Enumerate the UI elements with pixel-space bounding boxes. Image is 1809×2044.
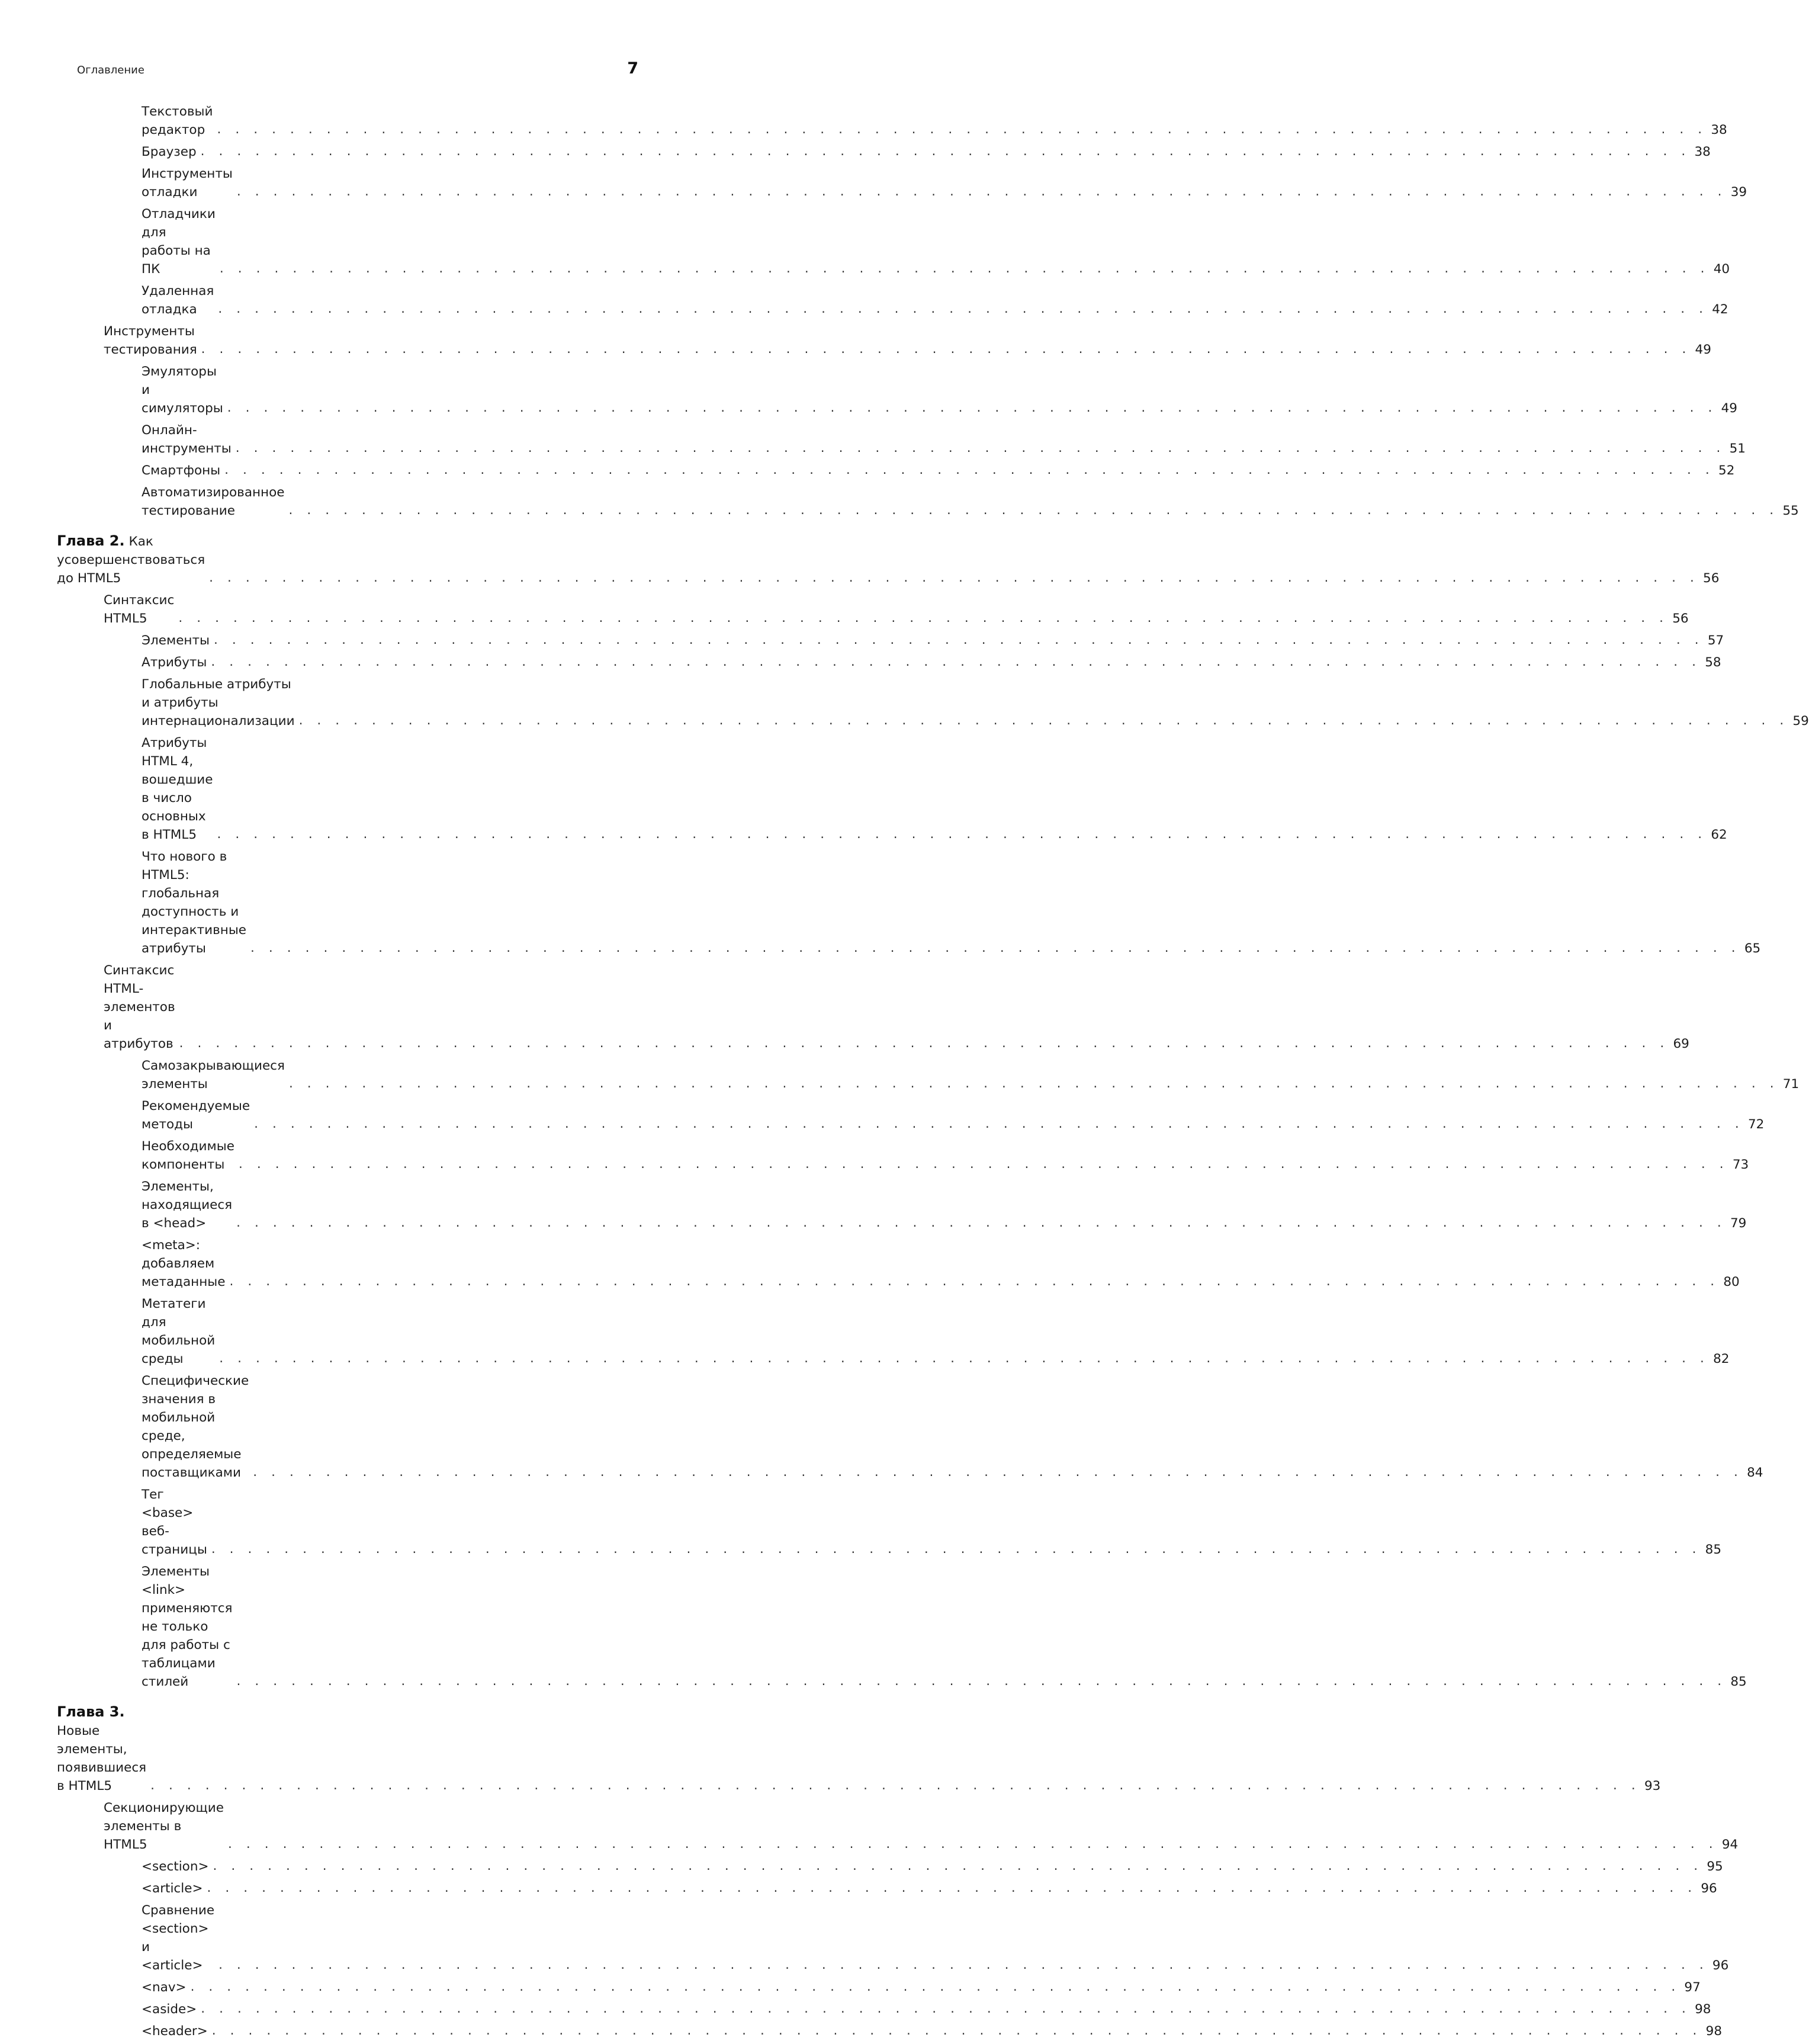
table-of-contents bbox=[57, 102, 1809, 2044]
toc-chapter-entry[interactable] bbox=[57, 532, 1720, 588]
toc-entry-page: 59 bbox=[1792, 714, 1809, 729]
dot-leader: . . . . . . . . . . . . . . . . . . . . . . . . . . . . . . . . . . . . . . . . . . . . . . . . . . . . . . . . . . . . . . . . . . . . . . . . . . . . . . . . . . bbox=[253, 1118, 1743, 1131]
toc-entry-page: 98 bbox=[1705, 2024, 1722, 2039]
toc-entry[interactable] bbox=[57, 1177, 1747, 1233]
toc-entry-title: Элементы, находящиеся в <head> bbox=[142, 1179, 233, 1231]
running-header bbox=[77, 59, 638, 78]
dot-leader: . . . . . . . . . . . . . . . . . . . . . . . . . . . . . . . . . . . . . . . . . . . . . . . . . . . . . . . . . . . . . . . . . . . . . . . . . . . . . . . . . . bbox=[297, 715, 1788, 727]
toc-entry-title: Специфические значения в мобильной среде, определяемые поставщиками bbox=[142, 1374, 249, 1480]
toc-entry-page: 72 bbox=[1747, 1117, 1765, 1132]
toc-entry[interactable] bbox=[57, 165, 1747, 201]
toc-entry[interactable] bbox=[57, 2000, 1711, 2019]
toc-entry[interactable] bbox=[57, 205, 1730, 278]
chapter-number: Глава 2. bbox=[57, 532, 125, 549]
toc-entry[interactable] bbox=[57, 102, 1727, 139]
toc-entry-page: 85 bbox=[1730, 1674, 1747, 1689]
toc-entry[interactable] bbox=[57, 421, 1746, 458]
toc-entry[interactable] bbox=[57, 1978, 1701, 1997]
toc-entry-page: 55 bbox=[1782, 503, 1799, 518]
dot-leader: . . . . . . . . . . . . . . . . . . . . . . . . . . . . . . . . . . . . . . . . . . . . . . . . . . . . . . . . . . . . . . . . . . . . . . . . . . . . . . . . . . bbox=[218, 263, 1709, 275]
dot-leader: . . . . . . . . . . . . . . . . . . . . . . . . . . . . . . . . . . . . . . . . . . . . . . . . . . . . . . . . . . . . . . . . . . . . . . . . . . . . . . . . . . bbox=[211, 1860, 1702, 1873]
toc-section-entry[interactable] bbox=[57, 1799, 1739, 1854]
chapter-number: Глава 3. bbox=[57, 1703, 125, 1720]
toc-entry[interactable] bbox=[57, 483, 1799, 520]
toc-entry[interactable] bbox=[57, 143, 1711, 161]
dot-leader: . . . . . . . . . . . . . . . . . . . . . . . . . . . . . . . . . . . . . . . . . . . . . . . . . . . . . . . . . . . . . . . . . . . . . . . . . . . . . . . . . . bbox=[205, 1882, 1696, 1895]
dot-leader: . . . . . . . . . . . . . . . . . . . . . . . . . . . . . . . . . . . . . . . . . . . . . . . . . . . . . . . . . . . . . . . . . . . . . . . . . . . . . . . . . . bbox=[235, 1676, 1726, 1688]
toc-entry-page: 58 bbox=[1705, 655, 1721, 670]
dot-leader: . . . . . . . . . . . . . . . . . . . . . . . . . . . . . . . . . . . . . . . . . . . . . . . . . . . . . . . . . . . . . . . . . . . . . . . . . . . . . . . . . . bbox=[252, 1467, 1742, 1479]
dot-leader: . . . . . . . . . . . . . . . . . . . . . . . . . . . . . . . . . . . . . . . . . . . . . . . . . . . . . . . . . . . . . . . . . . . . . . . . . . . . . . . . . . bbox=[189, 1981, 1679, 1994]
toc-entry-page: 38 bbox=[1711, 123, 1727, 137]
toc-entry-page: 40 bbox=[1713, 262, 1730, 277]
toc-entry-title: Эмуляторы и симуляторы bbox=[142, 364, 223, 416]
dot-leader: . . . . . . . . . . . . . . . . . . . . . . . . . . . . . . . . . . . . . . . . . . . . . . . . . . . . . . . . . . . . . . . . . . . . . . . . . . . . . . . . . . bbox=[234, 442, 1724, 455]
toc-entry-title: Инструменты тестирования bbox=[104, 324, 197, 357]
toc-entry-page: 38 bbox=[1694, 145, 1711, 159]
dot-leader: . . . . . . . . . . . . . . . . . . . . . . . . . . . . . . . . . . . . . . . . . . . . . . . . . . . . . . . . . . . . . . . . . . . . . . . . . . . . . . . . . . bbox=[223, 464, 1714, 477]
toc-entry[interactable] bbox=[57, 1137, 1749, 1174]
toc-entry-title: Сравнение <section> и <article> bbox=[142, 1903, 215, 1973]
toc-entry[interactable] bbox=[57, 1485, 1722, 1559]
toc-entry-title: Текстовый редактор bbox=[142, 104, 213, 137]
toc-entry-page: 94 bbox=[1721, 1837, 1739, 1852]
toc-entry[interactable] bbox=[57, 1236, 1740, 1291]
dot-leader: . . . . . . . . . . . . . . . . . . . . . . . . . . . . . . . . . . . . . . . . . . . . . . . . . . . . . . . . . . . . . . . . . . . . . . . . . . . . . . . . . . bbox=[218, 1353, 1708, 1365]
toc-entry[interactable] bbox=[57, 282, 1728, 319]
toc-entry-title: Синтаксис HTML5 bbox=[104, 593, 175, 626]
toc-entry-title: Необходимые компоненты bbox=[142, 1139, 234, 1172]
toc-entry[interactable] bbox=[57, 1901, 1729, 1975]
toc-entry-page: 96 bbox=[1712, 1958, 1729, 1973]
dot-leader: . . . . . . . . . . . . . . . . . . . . . . . . . . . . . . . . . . . . . . . . . . . . . . . . . . . . . . . . . . . . . . . . . . . . . . . . . . . . . . . . . . bbox=[213, 634, 1703, 647]
toc-entry-title: <nav> bbox=[142, 1980, 187, 1995]
toc-entry-page: 84 bbox=[1747, 1465, 1763, 1480]
dot-leader: . . . . . . . . . . . . . . . . . . . . . . . . . . . . . . . . . . . . . . . . . . . . . . . . . . . . . . . . . . . . . . . . . . . . . . . . . . . . . . . . . . bbox=[287, 505, 1778, 517]
dot-leader: . . . . . . . . . . . . . . . . . . . . . . . . . . . . . . . . . . . . . . . . . . . . . . . . . . . . . . . . . . . . . . . . . . . . . . . . . . . . . . . . . . bbox=[210, 1544, 1701, 1556]
toc-entry-title: Что нового в HTML5: глобальная доступность и интерактивные атрибуты bbox=[142, 849, 247, 956]
dot-leader: . . . . . . . . . . . . . . . . . . . . . . . . . . . . . . . . . . . . . . . . . . . . . . . . . . . . . . . . . . . . . . . . . . . . . . . . . . . . . . . . . . bbox=[199, 146, 1689, 158]
dot-leader: . . . . . . . . . . . . . . . . . . . . . . . . . . . . . . . . . . . . . . . . . . . . . . . . . . . . . . . . . . . . . . . . . . . . . . . . . . . . . . . . . . bbox=[210, 656, 1700, 669]
dot-leader: . . . . . . . . . . . . . . . . . . . . . . . . . . . . . . . . . . . . . . . . . . . . . . . . . . . . . . . . . . . . . . . . . . . . . . . . . . . . . . . . . . bbox=[217, 303, 1707, 316]
toc-entry[interactable] bbox=[57, 848, 1761, 958]
toc-entry[interactable] bbox=[57, 653, 1721, 672]
toc-entry-title: Атрибуты bbox=[142, 655, 207, 670]
toc-entry[interactable] bbox=[57, 461, 1735, 480]
toc-entry-title: Онлайн-инструменты bbox=[142, 423, 232, 456]
dot-leader: . . . . . . . . . . . . . . . . . . . . . . . . . . . . . . . . . . . . . . . . . . . . . . . . . . . . . . . . . . . . . . . . . . . . . . . . . . . . . . . . . . bbox=[216, 124, 1706, 136]
toc-chapter-label bbox=[57, 532, 205, 588]
toc-entry-title: Самозакрывающиеся элементы bbox=[142, 1058, 285, 1092]
toc-entry-title: Элементы bbox=[142, 633, 210, 648]
dot-leader: . . . . . . . . . . . . . . . . . . . . . . . . . . . . . . . . . . . . . . . . . . . . . . . . . . . . . . . . . . . . . . . . . . . . . . . . . . . . . . . . . . bbox=[216, 829, 1706, 841]
dot-leader: . . . . . . . . . . . . . . . . . . . . . . . . . . . . . . . . . . . . . . . . . . . . . . . . . . . . . . . . . . . . . . . . . . . . . . . . . . . . . . . . . . bbox=[226, 1838, 1717, 1851]
toc-entry-page: 49 bbox=[1695, 342, 1711, 357]
dot-leader: . . . . . . . . . . . . . . . . . . . . . . . . . . . . . . . . . . . . . . . . . . . . . . . . . . . . . . . . . . . . . . . . . . . . . . . . . . . . . . . . . . bbox=[249, 942, 1740, 955]
toc-entry-page: 69 bbox=[1673, 1037, 1689, 1051]
toc-entry[interactable] bbox=[57, 2022, 1722, 2040]
toc-entry-title: <article> bbox=[142, 1881, 203, 1896]
toc-entry-title: Метатеги для мобильной среды bbox=[142, 1297, 216, 1366]
dot-leader: . . . . . . . . . . . . . . . . . . . . . . . . . . . . . . . . . . . . . . . . . . . . . . . . . . . . . . . . . . . . . . . . . . . . . . . . . . . . . . . . . . bbox=[287, 1078, 1778, 1090]
toc-entry-page: 98 bbox=[1695, 2002, 1711, 2017]
toc-entry-page: 97 bbox=[1684, 1980, 1701, 1995]
toc-entry[interactable] bbox=[57, 1057, 1800, 1093]
toc-section-entry[interactable] bbox=[57, 591, 1689, 628]
toc-entry-title: Инструменты отладки bbox=[142, 166, 233, 200]
dot-leader: . . . . . . . . . . . . . . . . . . . . . . . . . . . . . . . . . . . . . . . . . . . . . . . . . . . . . . . . . . . . . . . . . . . . . . . . . . . . . . . . . . bbox=[235, 1217, 1726, 1230]
toc-entry-title: Атрибуты HTML 4, вошедшие в число основных в HTML5 bbox=[142, 736, 213, 842]
toc-entry-page: 79 bbox=[1730, 1216, 1747, 1231]
dot-leader: . . . . . . . . . . . . . . . . . . . . . . . . . . . . . . . . . . . . . . . . . . . . . . . . . . . . . . . . . . . . . . . . . . . . . . . . . . . . . . . . . . bbox=[217, 1959, 1708, 1972]
running-title: Оглавление bbox=[77, 64, 144, 76]
toc-entry-title: Секционирующие элементы в HTML5 bbox=[104, 1801, 224, 1852]
dot-leader: . . . . . . . . . . . . . . . . . . . . . . . . . . . . . . . . . . . . . . . . . . . . . . . . . . . . . . . . . . . . . . . . . . . . . . . . . . . . . . . . . . bbox=[226, 402, 1716, 415]
toc-entry-title: Как усовершенствоваться до HTML5 bbox=[57, 534, 205, 586]
dot-leader: . . . . . . . . . . . . . . . . . . . . . . . . . . . . . . . . . . . . . . . . . . . . . . . . . . . . . . . . . . . . . . . . . . . . . . . . . . . . . . . . . . bbox=[237, 1159, 1728, 1171]
dot-leader: . . . . . . . . . . . . . . . . . . . . . . . . . . . . . . . . . . . . . . . . . . . . . . . . . . . . . . . . . . . . . . . . . . . . . . . . . . . . . . . . . . bbox=[200, 344, 1690, 356]
toc-entry-title: Смартфоны bbox=[142, 463, 221, 478]
page-number: 7 bbox=[627, 59, 638, 78]
toc-section-entry[interactable] bbox=[57, 322, 1711, 359]
toc-entry[interactable] bbox=[57, 1097, 1765, 1134]
dot-leader: . . . . . . . . . . . . . . . . . . . . . . . . . . . . . . . . . . . . . . . . . . . . . . . . . . . . . . . . . . . . . . . . . . . . . . . . . . . . . . . . . . bbox=[208, 572, 1698, 585]
dot-leader: . . . . . . . . . . . . . . . . . . . . . . . . . . . . . . . . . . . . . . . . . . . . . . . . . . . . . . . . . . . . . . . . . . . . . . . . . . . . . . . . . . bbox=[177, 612, 1667, 625]
toc-entry-page: 51 bbox=[1729, 441, 1746, 456]
toc-entry-page: 62 bbox=[1711, 827, 1727, 842]
toc-entry-page: 82 bbox=[1713, 1352, 1730, 1366]
toc-entry-page: 49 bbox=[1721, 401, 1737, 416]
dot-leader: . . . . . . . . . . . . . . . . . . . . . . . . . . . . . . . . . . . . . . . . . . . . . . . . . . . . . . . . . . . . . . . . . . . . . . . . . . . . . . . . . . bbox=[149, 1780, 1640, 1792]
toc-entry-page: 39 bbox=[1730, 185, 1747, 200]
toc-entry-page: 85 bbox=[1705, 1542, 1722, 1557]
toc-entry-title: <aside> bbox=[142, 2002, 197, 2017]
toc-entry-title: <header> bbox=[142, 2024, 208, 2039]
toc-entry[interactable] bbox=[57, 734, 1727, 844]
toc-entry-title: Автоматизированное тестирование bbox=[142, 485, 285, 518]
toc-entry-page: 73 bbox=[1732, 1157, 1749, 1172]
toc-entry[interactable] bbox=[57, 1372, 1763, 1482]
toc-entry-page: 71 bbox=[1782, 1077, 1800, 1092]
toc-entry[interactable] bbox=[57, 675, 1809, 730]
toc-entry-page: 65 bbox=[1744, 941, 1761, 956]
dot-leader: . . . . . . . . . . . . . . . . . . . . . . . . . . . . . . . . . . . . . . . . . . . . . . . . . . . . . . . . . . . . . . . . . . . . . . . . . . . . . . . . . . bbox=[228, 1276, 1718, 1288]
toc-entry-title: <meta>: добавляем метаданные bbox=[142, 1238, 226, 1289]
toc-entry-page: 52 bbox=[1718, 463, 1735, 478]
toc-entry[interactable] bbox=[57, 1562, 1747, 1691]
toc-entry-page: 56 bbox=[1672, 611, 1689, 626]
toc-entry-title: Рекомендуемые методы bbox=[142, 1099, 250, 1132]
toc-entry-title: Тег <base> веб-страницы bbox=[142, 1487, 207, 1557]
toc-entry-page: 95 bbox=[1707, 1859, 1723, 1874]
toc-entry-title: Новые элементы, появившиеся в HTML5 bbox=[57, 1724, 147, 1793]
toc-entry[interactable] bbox=[57, 631, 1724, 650]
toc-entry-page: 56 bbox=[1703, 571, 1720, 586]
toc-chapter-entry[interactable] bbox=[57, 1703, 1661, 1795]
toc-entry[interactable] bbox=[57, 362, 1737, 418]
toc-entry-page: 42 bbox=[1712, 302, 1728, 317]
toc-entry-title: Глобальные атрибуты и атрибуты интернационализации bbox=[142, 677, 295, 729]
dot-leader: . . . . . . . . . . . . . . . . . . . . . . . . . . . . . . . . . . . . . . . . . . . . . . . . . . . . . . . . . . . . . . . . . . . . . . . . . . . . . . . . . . bbox=[200, 2003, 1690, 2016]
toc-entry-page: 96 bbox=[1701, 1881, 1717, 1896]
toc-entry-title: Элементы <link> применяются не только для работы с таблицами стилей bbox=[142, 1564, 233, 1689]
toc-entry[interactable] bbox=[57, 1857, 1723, 1876]
toc-entry-page: 57 bbox=[1707, 633, 1724, 648]
dot-leader: . . . . . . . . . . . . . . . . . . . . . . . . . . . . . . . . . . . . . . . . . . . . . . . . . . . . . . . . . . . . . . . . . . . . . . . . . . . . . . . . . . bbox=[235, 186, 1726, 198]
toc-entry-title: Браузер bbox=[142, 145, 197, 159]
dot-leader: . . . . . . . . . . . . . . . . . . . . . . . . . . . . . . . . . . . . . . . . . . . . . . . . . . . . . . . . . . . . . . . . . . . . . . . . . . . . . . . . . . bbox=[210, 2025, 1701, 2037]
toc-entry[interactable] bbox=[57, 1295, 1730, 1368]
toc-entry[interactable] bbox=[57, 1879, 1717, 1898]
toc-entry-title: Синтаксис HTML-элементов и атрибутов bbox=[104, 963, 175, 1051]
toc-chapter-label bbox=[57, 1703, 146, 1795]
toc-entry-page: 80 bbox=[1723, 1275, 1740, 1289]
toc-entry-title: Отладчики для работы на ПК bbox=[142, 207, 216, 277]
dot-leader: . . . . . . . . . . . . . . . . . . . . . . . . . . . . . . . . . . . . . . . . . . . . . . . . . . . . . . . . . . . . . . . . . . . . . . . . . . . . . . . . . . bbox=[178, 1038, 1668, 1050]
toc-entry-title: Удаленная отладка bbox=[142, 284, 214, 317]
toc-entry-page: 93 bbox=[1644, 1779, 1661, 1793]
toc-entry-title: <section> bbox=[142, 1859, 209, 1874]
toc-section-entry[interactable] bbox=[57, 961, 1689, 1053]
